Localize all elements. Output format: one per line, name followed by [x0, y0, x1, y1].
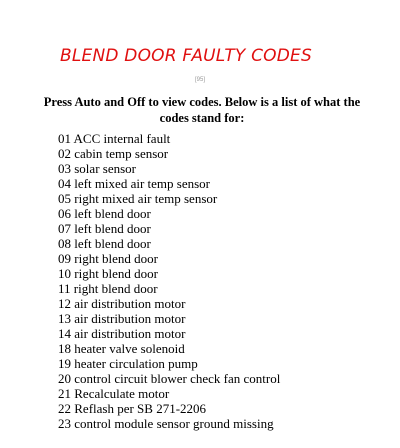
fault-code-item: 05 right mixed air temp sensor: [58, 191, 218, 206]
fault-code-item: 09 right blend door: [58, 251, 159, 266]
fault-code-item: 20 control circuit blower check fan control: [58, 371, 281, 386]
fault-code-item: 14 air distribution motor: [58, 326, 186, 341]
fault-code-item: 10 right blend door: [58, 266, 159, 281]
fault-code-item: 13 air distribution motor: [58, 311, 186, 326]
fault-code-item: 04 left mixed air temp sensor: [58, 176, 210, 191]
fault-code-item: 03 solar sensor: [58, 161, 136, 176]
fault-code-item: 18 heater valve solenoid: [58, 341, 185, 356]
fault-code-item: 06 left blend door: [58, 206, 151, 221]
fault-code-item: 07 left blend door: [58, 221, 151, 236]
fault-code-item: 01 ACC internal fault: [58, 131, 171, 146]
fault-code-item: 19 heater circulation pump: [58, 356, 198, 371]
instructions-text: Press Auto and Off to view codes. Below is a list of what the codes stand for:: [43, 95, 361, 125]
fault-code-item: 23 control module sensor ground missing: [58, 416, 274, 431]
fault-code-item: 12 air distribution motor: [58, 296, 186, 311]
fault-code-item: 08 left blend door: [58, 236, 151, 251]
fault-code-item: 11 right blend door: [58, 281, 158, 296]
fault-code-list: [58, 131, 280, 431]
document-title: BLEND DOOR FAULTY CODES: [60, 46, 312, 66]
fault-code-item: 21 Recalculate motor: [58, 386, 170, 401]
page-reference: [95]: [194, 77, 205, 83]
fault-code-item: 22 Reflash per SB 271-2206: [58, 401, 207, 416]
fault-code-item: 02 cabin temp sensor: [58, 146, 169, 161]
